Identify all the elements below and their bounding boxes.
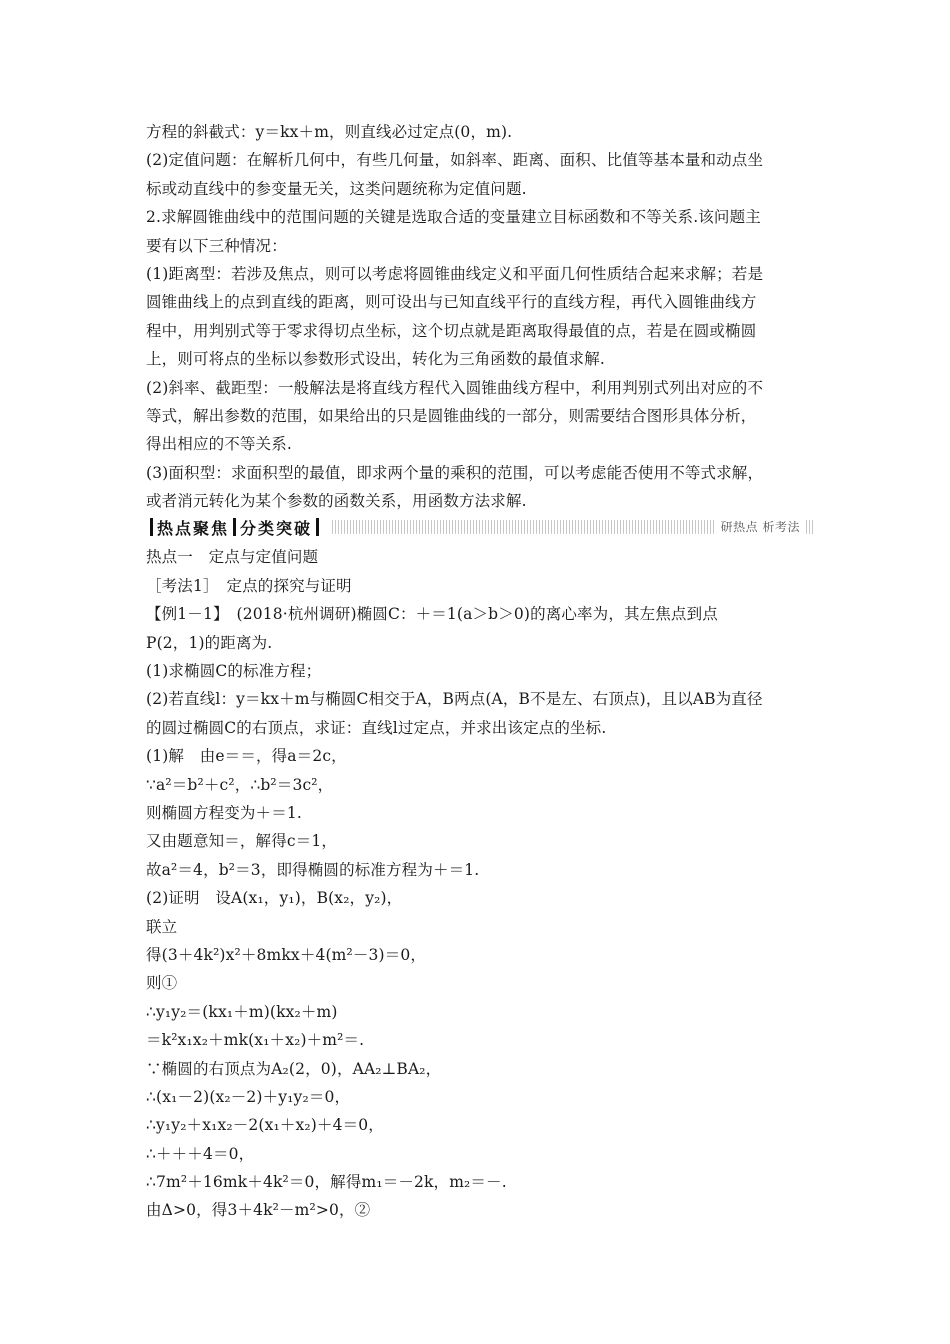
text-line: 故a²＝4，b²＝3，即得椭圆的标准方程为＋＝1.	[146, 860, 480, 879]
example-title: 【例1－1】 (2018·杭州调研)椭圆C：＋＝1(a＞b＞0)的离心率为，其左焦点到点	[146, 605, 718, 624]
text-line: (2)若直线l：y＝kx＋m与椭圆C相交于A，B两点(A，B不是左、右顶点)，且以AB为直径	[146, 690, 763, 709]
text-line: (1)求椭圆C的标准方程；	[146, 662, 322, 681]
text-line: ∴＋＋＋4＝0，	[146, 1144, 255, 1163]
text-line: 或者消元转化为某个参数的函数关系，用函数方法求解.	[146, 492, 527, 511]
section-heading: 热点一 定点与定值问题	[146, 548, 319, 567]
text-line: 等式，解出参数的范围，如果给出的只是圆锥曲线的一部分，则需要结合图形具体分析，	[146, 406, 757, 425]
text-line: 程中，用判别式等于零求得切点坐标，这个切点就是距离取得最值的点，若是在圆或椭圆	[146, 321, 757, 340]
text-line: (3)面积型：求面积型的最值，即求两个量的乘积的范围，可以考虑能否使用不等式求解，	[146, 463, 764, 482]
banner-divider	[150, 518, 153, 536]
text-line: 则椭圆方程变为＋＝1.	[146, 803, 302, 822]
text-line: ∴7m²＋16mk＋4k²＝0，解得m₁＝－2k，m₂＝－.	[146, 1173, 507, 1192]
banner-subtitle: 研热点 析考法	[715, 518, 806, 536]
text-line: 上，则可将点的坐标以参数形式设出，转化为三角函数的最值求解.	[146, 350, 605, 369]
section-banner	[146, 516, 814, 538]
text-line: 标或动直线中的参变量无关，这类问题统称为定值问题.	[146, 179, 527, 198]
banner-divider	[316, 518, 319, 536]
banner-title-part-2: 分类突破	[240, 518, 313, 538]
text-line: 圆锥曲线上的点到直线的距离，则可设出与已知直线平行的直线方程，再代入圆锥曲线方	[146, 293, 757, 312]
text-line: 得(3＋4k²)x²＋8mkx＋4(m²－3)＝0，	[146, 945, 427, 964]
banner-divider	[233, 518, 236, 536]
text-line: P(2，1)的距离为.	[146, 633, 273, 652]
text-line: (1)距离型：若涉及焦点，则可以考虑将圆锥曲线定义和平面几何性质结合起来求解；若是	[146, 264, 764, 283]
text-line: 由Δ>0，得3＋4k²－m²>0，②	[146, 1201, 371, 1220]
text-line: ＝k²x₁x₂＋mk(x₁＋x₂)＋m²＝.	[146, 1031, 365, 1050]
text-line: 联立	[146, 917, 178, 936]
text-line: ∴y₁y₂＋x₁x₂－2(x₁＋x₂)＋4＝0，	[146, 1116, 384, 1135]
text-line: (2)定值问题：在解析几何中，有些几何量，如斜率、距离、面积、比值等基本量和动点坐	[146, 151, 764, 170]
banner-title-part-1: 热点聚焦	[157, 518, 230, 538]
text-line: 则①	[146, 974, 178, 993]
text-line: 又由题意知＝，解得c＝1，	[146, 832, 337, 851]
page-content	[146, 118, 814, 1225]
text-line: (2)斜率、截距型：一般解法是将直线方程代入圆锥曲线方程中，利用判别式列出对应的不	[146, 378, 764, 397]
banner-title	[146, 516, 323, 538]
subsection-heading: ［考法1］ 定点的探究与证明	[146, 576, 352, 595]
text-line: 2.求解圆锥曲线中的范围问题的关键是选取合适的变量建立目标函数和不等关系.该问题主	[146, 208, 761, 227]
text-line: 要有以下三种情况：	[146, 236, 287, 255]
text-line: ∵椭圆的右顶点为A₂(2，0)，AA₂⊥BA₂，	[146, 1059, 442, 1078]
text-line: (1)解 由e＝＝，得a＝2c，	[146, 747, 347, 766]
text-line: 得出相应的不等关系.	[146, 435, 292, 454]
text-line: (2)证明 设A(x₁，y₁)，B(x₂，y₂)，	[146, 889, 403, 908]
text-line: 的圆过椭圆C的右顶点，求证：直线l过定点，并求出该定点的坐标.	[146, 718, 607, 737]
text-line: ∴y₁y₂＝(kx₁＋m)(kx₂＋m)	[146, 1002, 338, 1021]
text-line: ∴(x₁－2)(x₂－2)＋y₁y₂＝0，	[146, 1087, 351, 1106]
text-line: ∵a²＝b²＋c²，∴b²＝3c²，	[146, 775, 334, 794]
text-line: 方程的斜截式：y＝kx＋m，则直线必过定点(0，m).	[146, 123, 513, 141]
